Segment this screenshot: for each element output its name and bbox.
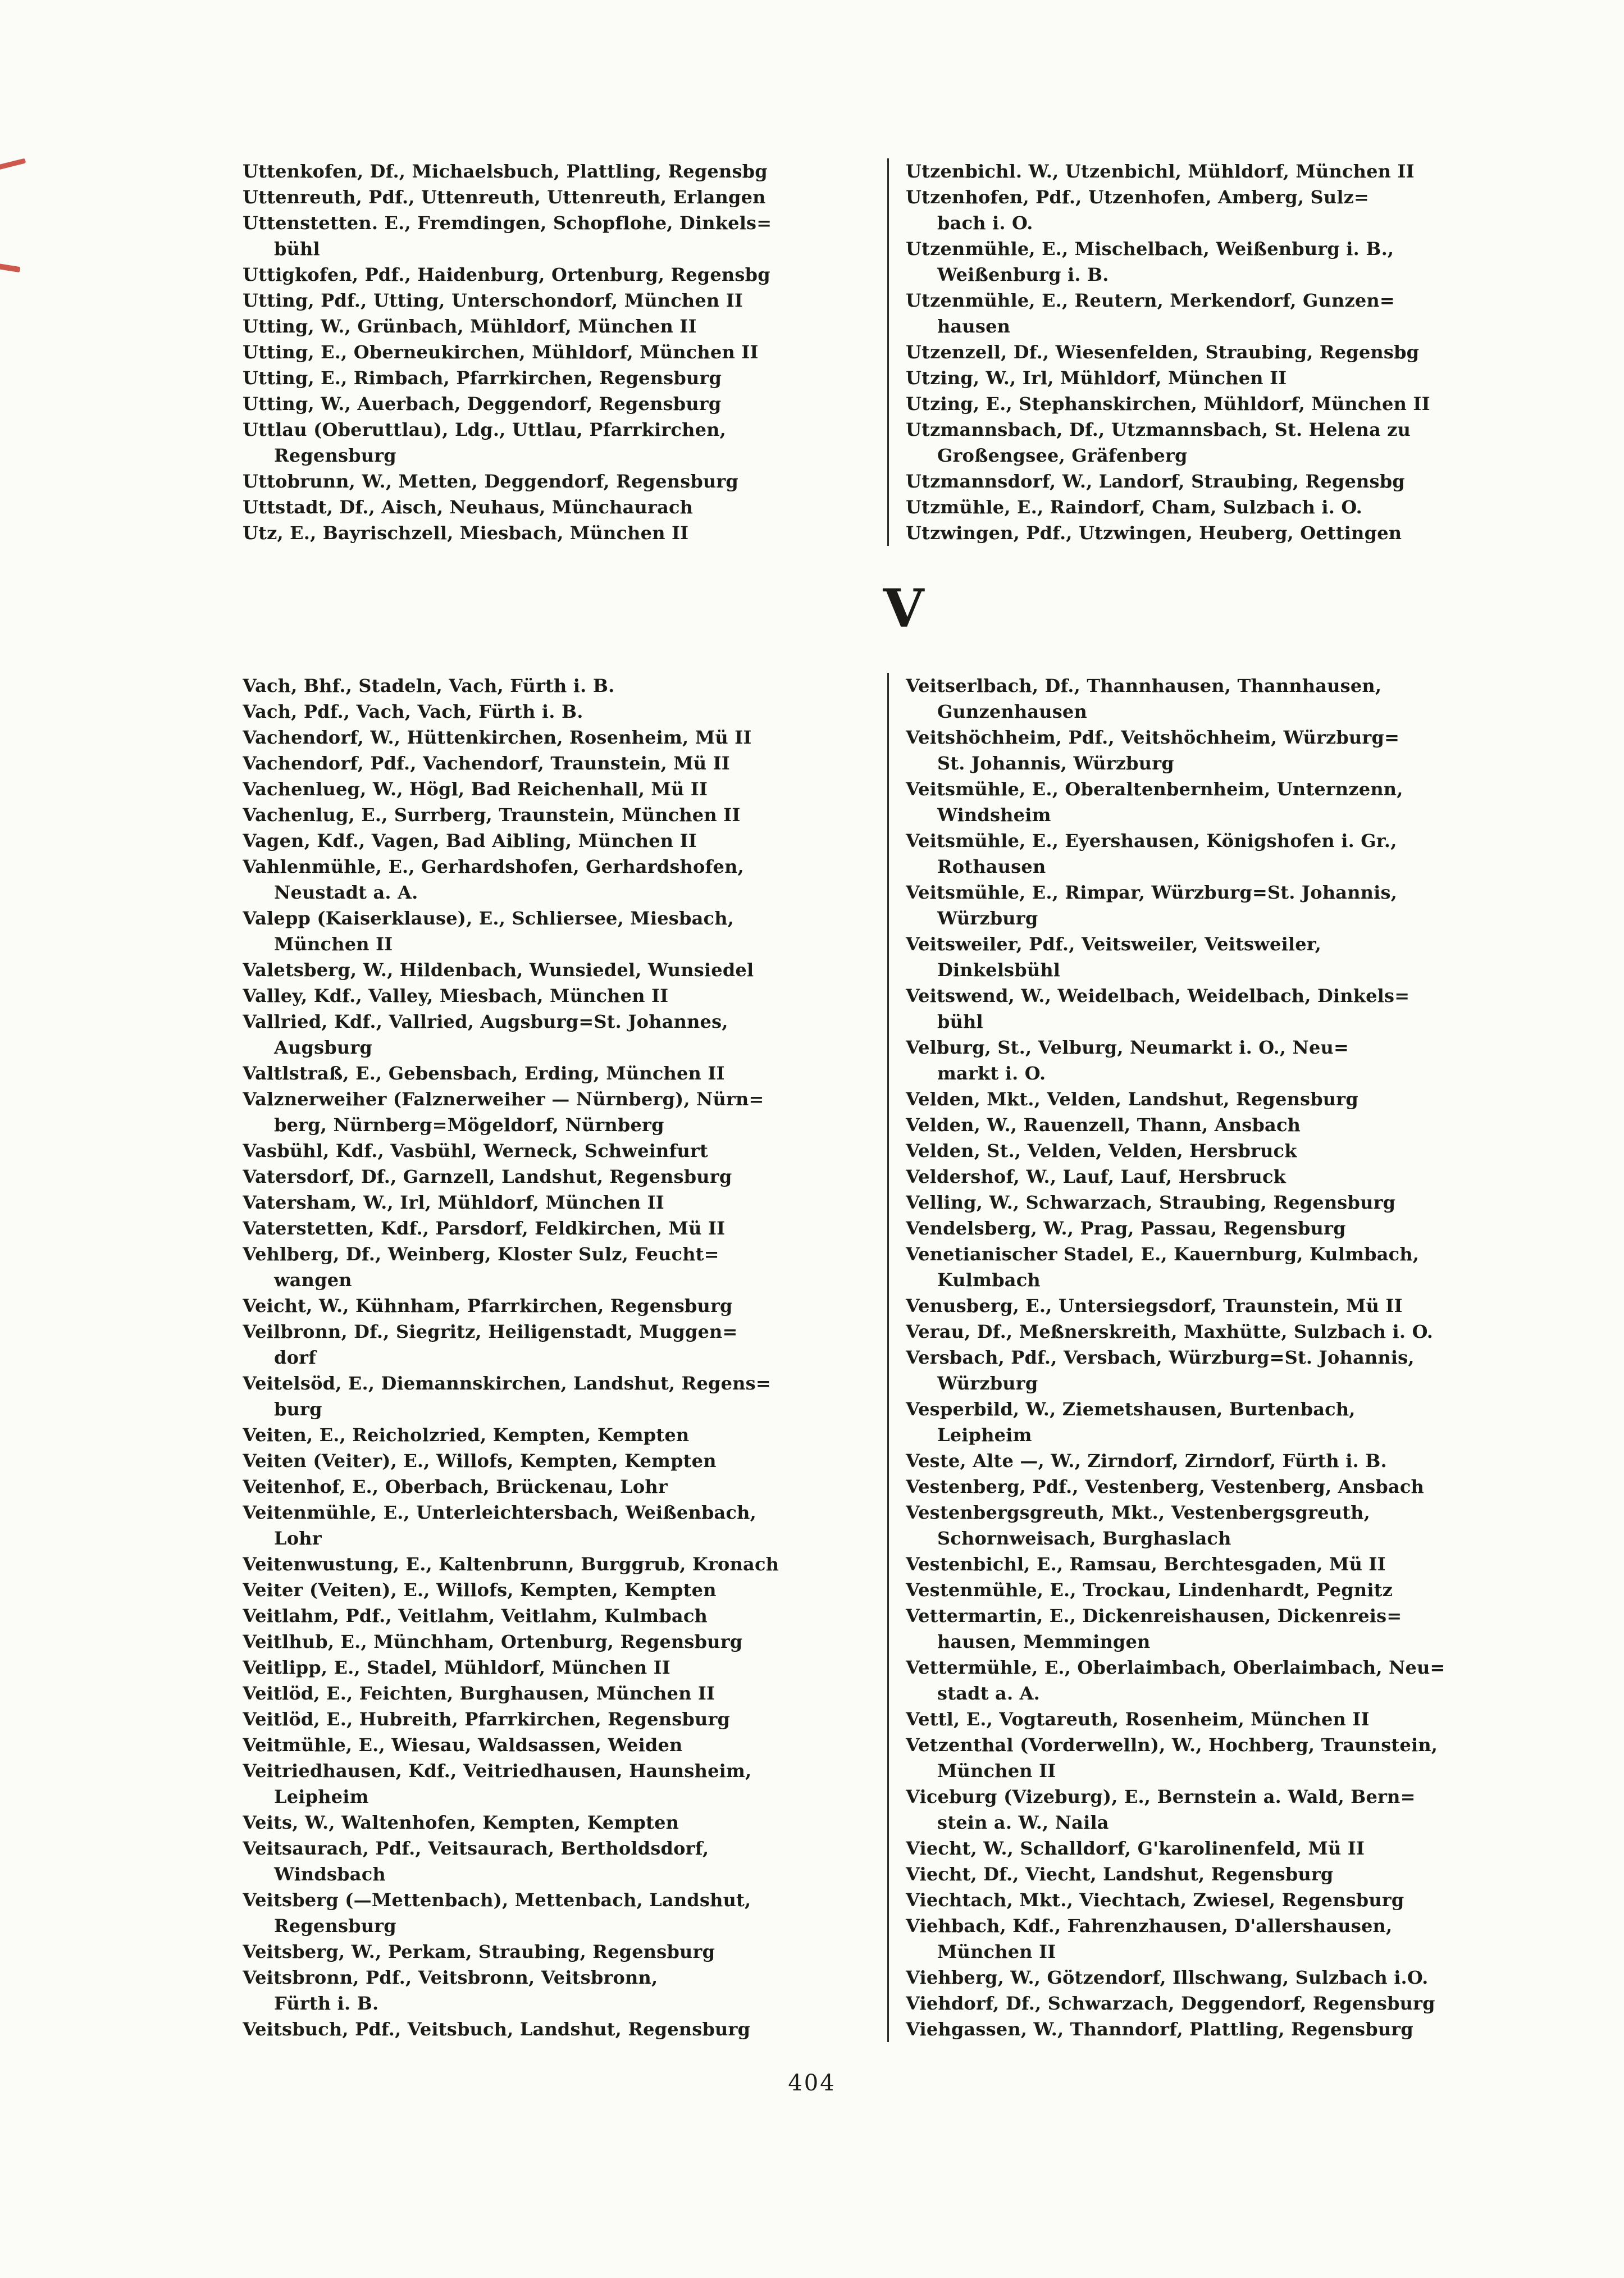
entry-line: Veitserlbach, Df., Thannhausen, Thannhausen,	[906, 675, 1382, 696]
entry-line: Veiter (Veiten), E., Willofs, Kempten, Kempten	[243, 1579, 717, 1601]
entry-line: Uttenstetten. E., Fremdingen, Schopflohe, Dinkels=	[243, 212, 772, 234]
column-u-right	[889, 158, 1566, 546]
entry-line: Utzenzell, Df., Wiesenfelden, Straubing, Regensbg	[906, 341, 1420, 363]
letter-v-heading: V	[883, 578, 925, 640]
entry-line: Veitsaurach, Pdf., Veitsaurach, Bertholdsdorf,	[243, 1838, 709, 1859]
entry-line: Utzwingen, Pdf., Utzwingen, Heuberg, Oettingen	[906, 522, 1402, 544]
entry-line: Utting, Pdf., Utting, Unterschondorf, München II	[243, 290, 743, 311]
entry-line: Veitmühle, E., Wiesau, Waldsassen, Weiden	[243, 1734, 683, 1756]
entry-line: Utzmannsbach, Df., Utzmannsbach, St. Helena zu	[906, 419, 1411, 440]
entry-line: Windsbach	[274, 1864, 386, 1885]
entry-line: Vachendorf, Pdf., Vachendorf, Traunstein, Mü II	[243, 753, 730, 774]
entry-line: Valznerweiher (Falznerweiher — Nürnberg), Nürn=	[243, 1088, 764, 1110]
entry-line: Vachenlug, E., Surrberg, Traunstein, München II	[243, 804, 741, 826]
entry-line: Vettermühle, E., Oberlaimbach, Oberlaimbach, Neu=	[906, 1657, 1445, 1678]
entry-line: Veitlöd, E., Hubreith, Pfarrkirchen, Regensburg	[243, 1708, 731, 1730]
entry-line: Augsburg	[274, 1037, 372, 1058]
entry-line: Veste, Alte —, W., Zirndorf, Zirndorf, Fürth i. B.	[906, 1450, 1387, 1471]
entry-line: Valley, Kdf., Valley, Miesbach, München II	[243, 985, 669, 1006]
entry-line: Veitsbuch, Pdf., Veitsbuch, Landshut, Regensburg	[243, 2019, 751, 2040]
entry-line: Utz, E., Bayrischzell, Miesbach, München II	[243, 522, 689, 544]
entry-line: Vachenlueg, W., Högl, Bad Reichenhall, Mü II	[243, 778, 708, 800]
entry-line: Veitlahm, Pdf., Veitlahm, Veitlahm, Kulmbach	[243, 1605, 708, 1627]
entry-line: Uttobrunn, W., Metten, Deggendorf, Regensburg	[243, 471, 738, 492]
entry-line: Veitriedhausen, Kdf., Veitriedhausen, Haunsheim,	[243, 1760, 752, 1782]
entry-line: Utzenhofen, Pdf., Utzenhofen, Amberg, Sulz=	[906, 186, 1370, 208]
entry-line: Veilbronn, Df., Siegritz, Heiligenstadt, Muggen=	[243, 1321, 738, 1342]
entry-line: Uttenreuth, Pdf., Uttenreuth, Uttenreuth, Erlangen	[243, 186, 766, 208]
margin-red-mark-icon	[0, 158, 26, 171]
entry-line: Viceburg (Vizeburg), E., Bernstein a. Wald, Bern=	[906, 1786, 1416, 1807]
entry-line: München II	[274, 933, 393, 955]
entry-line: Großengsee, Gräfenberg	[937, 445, 1188, 466]
entry-line: Fürth i. B.	[274, 1993, 379, 2014]
entry-line: Veitsmühle, E., Rimpar, Würzburg=St. Johannis,	[906, 882, 1398, 903]
entry-line: Veitenmühle, E., Unterleichtersbach, Weißenbach,	[243, 1502, 756, 1523]
entry-line: Velden, Mkt., Velden, Landshut, Regensburg	[906, 1088, 1358, 1110]
entry-line: Vettl, E., Vogtareuth, Rosenheim, München II	[906, 1708, 1370, 1730]
entry-line: Vendelsberg, W., Prag, Passau, Regensburg	[906, 1218, 1346, 1239]
entry-line: stein a. W., Naila	[937, 1812, 1109, 1833]
entry-line: Veicht, W., Kühnham, Pfarrkirchen, Regensburg	[243, 1295, 733, 1316]
entry-line: Veitsberg, W., Perkam, Straubing, Regensburg	[243, 1941, 715, 1962]
entry-line: Veitswend, W., Weidelbach, Weidelbach, Dinkels=	[906, 985, 1410, 1006]
entry-line: Regensburg	[274, 1915, 396, 1937]
entry-line: Rothausen	[937, 856, 1046, 877]
entry-line: Utzmannsdorf, W., Landorf, Straubing, Regensbg	[906, 471, 1405, 492]
entry-line: Veits, W., Waltenhofen, Kempten, Kempten	[243, 1812, 679, 1833]
entry-line: Verau, Df., Meßnerskreith, Maxhütte, Sulzbach i. O.	[906, 1321, 1434, 1342]
entry-line: Weißenburg i. B.	[937, 264, 1109, 285]
entry-line: Viehdorf, Df., Schwarzach, Deggendorf, Regensburg	[906, 1993, 1435, 2014]
entry-line: bach i. O.	[937, 212, 1033, 234]
entry-line: Leipheim	[274, 1786, 369, 1807]
entry-line: Uttlau (Oberuttlau), Ldg., Uttlau, Pfarrkirchen,	[243, 419, 726, 440]
entry-line: Utting, E., Oberneukirchen, Mühldorf, München II	[243, 341, 759, 363]
entry-line: München II	[937, 1760, 1056, 1782]
entry-line: dorf	[274, 1347, 317, 1368]
entry-line: Vaterstetten, Kdf., Parsdorf, Feldkirchen, Mü II	[243, 1218, 726, 1239]
entry-line: stadt a. A.	[937, 1683, 1041, 1704]
entry-line: Vatersham, W., Irl, Mühldorf, München II	[243, 1192, 664, 1213]
entry-line: Versbach, Pdf., Versbach, Würzburg=St. Johannis,	[906, 1347, 1415, 1368]
column-u-left	[243, 158, 887, 546]
entry-line: Valtlstraß, E., Gebensbach, Erding, München II	[243, 1063, 725, 1084]
entry-line: Vach, Pdf., Vach, Vach, Fürth i. B.	[243, 701, 583, 722]
entry-line: Utzing, E., Stephanskirchen, Mühldorf, München II	[906, 393, 1430, 414]
entry-line: Neustadt a. A.	[274, 882, 418, 903]
entry-line: Lohr	[274, 1528, 322, 1549]
entry-line: München II	[937, 1941, 1056, 1962]
entry-line: hausen	[937, 316, 1011, 337]
entry-line: Veitlöd, E., Feichten, Burghausen, München II	[243, 1683, 715, 1704]
entry-line: Vagen, Kdf., Vagen, Bad Aibling, München II	[243, 830, 697, 851]
entry-line: Windsheim	[937, 804, 1051, 826]
entry-line: Veitsmühle, E., Oberaltenbernheim, Unternzenn,	[906, 778, 1403, 800]
entry-line: Vestenmühle, E., Trockau, Lindenhardt, Pegnitz	[906, 1579, 1393, 1601]
entry-line: Vestenbichl, E., Ramsau, Berchtesgaden, Mü II	[906, 1553, 1386, 1575]
entry-line: berg, Nürnberg=Mögeldorf, Nürnberg	[274, 1114, 664, 1136]
entry-line: Velling, W., Schwarzach, Straubing, Regensburg	[906, 1192, 1396, 1213]
entry-line: Vestenbergsgreuth, Mkt., Vestenbergsgreuth,	[906, 1502, 1370, 1523]
entry-line: Utzing, W., Irl, Mühldorf, München II	[906, 367, 1287, 389]
entry-line: Dinkelsbühl	[937, 959, 1061, 981]
entry-line: Utting, W., Auerbach, Deggendorf, Regensburg	[243, 393, 722, 414]
entry-line: Vestenberg, Pdf., Vestenberg, Vestenberg, Ansbach	[906, 1476, 1425, 1497]
column-v-right	[889, 673, 1566, 2042]
entry-line: Vallried, Kdf., Vallried, Augsburg=St. Johannes,	[243, 1011, 728, 1032]
entry-line: Schornweisach, Burghaslach	[937, 1528, 1231, 1549]
entry-line: Veitenwustung, E., Kaltenbrunn, Burggrub, Kronach	[243, 1553, 779, 1575]
entry-line: Uttenkofen, Df., Michaelsbuch, Plattling, Regensbg	[243, 161, 768, 182]
entry-line: Veitshöchheim, Pdf., Veitshöchheim, Würzburg=	[906, 727, 1400, 748]
entry-line: Regensburg	[274, 445, 396, 466]
entry-line: Utzenbichl. W., Utzenbichl, Mühldorf, München II	[906, 161, 1415, 182]
entry-line: Uttigkofen, Pdf., Haidenburg, Ortenburg, Regensbg	[243, 264, 770, 285]
entry-line: St. Johannis, Würzburg	[937, 753, 1174, 774]
entry-line: Vach, Bhf., Stadeln, Vach, Fürth i. B.	[243, 675, 615, 696]
entry-line: Viehberg, W., Götzendorf, Illschwang, Sulzbach i.O.	[906, 1967, 1429, 1988]
entry-line: wangen	[274, 1269, 352, 1291]
entry-line: Velden, W., Rauenzell, Thann, Ansbach	[906, 1114, 1301, 1136]
entry-line: Viecht, W., Schalldorf, G'karolinenfeld, Mü II	[906, 1838, 1365, 1859]
entry-line: markt i. O.	[937, 1063, 1046, 1084]
entry-line: Veldershof, W., Lauf, Lauf, Hersbruck	[906, 1166, 1287, 1187]
entry-line: Leipheim	[937, 1424, 1032, 1446]
entry-line: Vachendorf, W., Hüttenkirchen, Rosenheim, Mü II	[243, 727, 752, 748]
entry-line: bühl	[937, 1011, 983, 1032]
entry-line: Utzenmühle, E., Mischelbach, Weißenburg i. B.,	[906, 238, 1394, 259]
entry-line: Veitenhof, E., Oberbach, Brückenau, Lohr	[243, 1476, 668, 1497]
entry-line: Würzburg	[937, 908, 1038, 929]
entry-line: Veitlhub, E., Münchham, Ortenburg, Regensburg	[243, 1631, 743, 1652]
entry-line: Valepp (Kaiserklause), E., Schliersee, Miesbach,	[243, 908, 735, 929]
entry-line: Vehlberg, Df., Weinberg, Kloster Sulz, Feucht=	[243, 1243, 719, 1265]
entry-line: Vahlenmühle, E., Gerhardshofen, Gerhardshofen,	[243, 856, 744, 877]
entry-line: Velburg, St., Velburg, Neumarkt i. O., Neu=	[906, 1037, 1349, 1058]
entry-line: Viechtach, Mkt., Viechtach, Zwiesel, Regensburg	[906, 1889, 1404, 1911]
entry-line: Vetzenthal (Vorderwelln), W., Hochberg, Traunstein,	[906, 1734, 1438, 1756]
entry-line: Viecht, Df., Viecht, Landshut, Regensburg	[906, 1864, 1334, 1885]
entry-line: Veitsweiler, Pdf., Veitsweiler, Veitsweiler,	[906, 933, 1321, 955]
entry-line: bühl	[274, 238, 320, 259]
entry-line: Uttstadt, Df., Aisch, Neuhaus, Münchaurach	[243, 496, 694, 518]
entry-line: Valetsberg, W., Hildenbach, Wunsiedel, Wunsiedel	[243, 959, 754, 981]
page-number: 404	[788, 2070, 836, 2096]
entry-line: hausen, Memmingen	[937, 1631, 1151, 1652]
entry-line: Veitlipp, E., Stadel, Mühldorf, München II	[243, 1657, 670, 1678]
entry-line: Veitelsöd, E., Diemannskirchen, Landshut, Regens=	[243, 1373, 771, 1394]
entry-line: Vatersdorf, Df., Garnzell, Landshut, Regensburg	[243, 1166, 732, 1187]
entry-line: Viehgassen, W., Thanndorf, Plattling, Regensburg	[906, 2019, 1413, 2040]
entry-line: Veitsberg (—Mettenbach), Mettenbach, Landshut,	[243, 1889, 751, 1911]
entry-line: Vasbühl, Kdf., Vasbühl, Werneck, Schweinfurt	[243, 1140, 708, 1161]
section-u	[243, 158, 1566, 546]
entry-line: Vettermartin, E., Dickenreishausen, Dickenreis=	[906, 1605, 1402, 1627]
entry-line: Velden, St., Velden, Velden, Hersbruck	[906, 1140, 1297, 1161]
entry-line: Gunzenhausen	[937, 701, 1087, 722]
column-v-left	[243, 673, 887, 2042]
entry-line: Utzenmühle, E., Reutern, Merkendorf, Gunzen=	[906, 290, 1395, 311]
entry-line: Kulmbach	[937, 1269, 1041, 1291]
entry-line: Veiten, E., Reicholzried, Kempten, Kempten	[243, 1424, 690, 1446]
entry-line: Venetianischer Stadel, E., Kauernburg, Kulmbach,	[906, 1243, 1420, 1265]
entry-line: Veitsmühle, E., Eyershausen, Königshofen i. Gr.,	[906, 830, 1397, 851]
entry-line: burg	[274, 1398, 322, 1420]
entry-line: Utzmühle, E., Raindorf, Cham, Sulzbach i. O.	[906, 496, 1362, 518]
margin-red-mark-icon	[0, 263, 21, 272]
section-v	[243, 673, 1566, 2042]
entry-line: Utting, E., Rimbach, Pfarrkirchen, Regensburg	[243, 367, 722, 389]
entry-line: Veitsbronn, Pdf., Veitsbronn, Veitsbronn,	[243, 1967, 658, 1988]
entry-line: Würzburg	[937, 1373, 1038, 1394]
entry-line: Veiten (Veiter), E., Willofs, Kempten, Kempten	[243, 1450, 717, 1471]
entry-line: Viehbach, Kdf., Fahrenzhausen, D'allershausen,	[906, 1915, 1393, 1937]
entry-line: Utting, W., Grünbach, Mühldorf, München II	[243, 316, 697, 337]
entry-line: Venusberg, E., Untersiegsdorf, Traunstein, Mü II	[906, 1295, 1403, 1316]
entry-line: Vesperbild, W., Ziemetshausen, Burtenbach,	[906, 1398, 1356, 1420]
text-block	[243, 158, 1566, 2042]
